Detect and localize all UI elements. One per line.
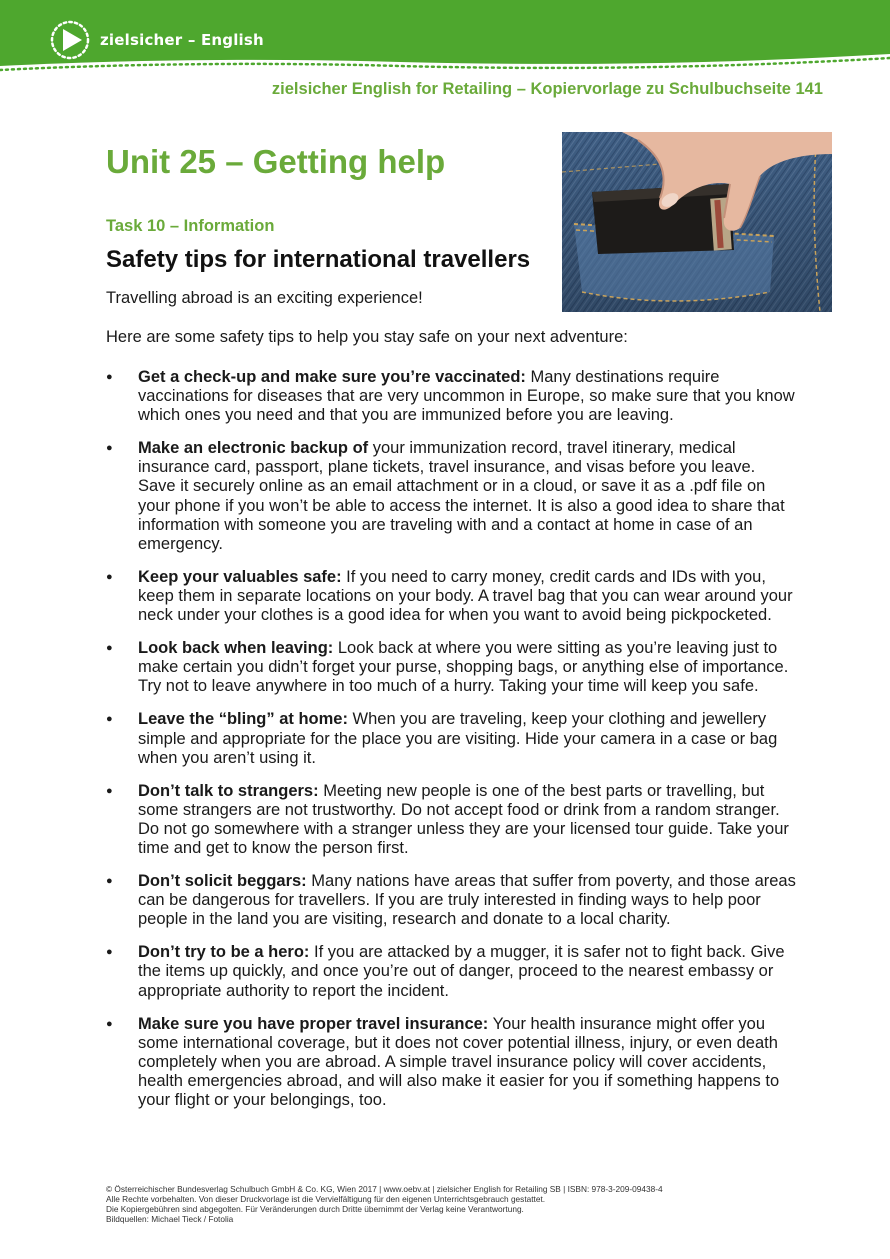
- footer-rights: Alle Rechte vorbehalten. Von dieser Druckvorlage ist die Vervielfältigung für den eigenen Unterrichtsgebrauch gestattet.: [106, 1194, 546, 1204]
- tip-title: Don’t talk to strangers:: [138, 781, 319, 800]
- brand-name: zielsicher – English: [100, 31, 264, 49]
- tip-title: Don’t try to be a hero:: [138, 943, 310, 962]
- main-heading: Safety tips for international travellers: [106, 246, 531, 273]
- intro-text: Here are some safety tips to help you stay safe on your next adventure:: [106, 328, 628, 346]
- tip-text: Look back at where you were sitting as you’re leaving just to make certain you didn’t forget your purse, shopping bags, or anything else of importance. Try not to leave anywhere in too much of a hurry. Taking your time will keep you safe.: [138, 639, 789, 696]
- header-line: zielsicher English for Retailing – Kopiervorlage zu Schulbuchseite 141: [271, 80, 823, 98]
- pickpocket-photo: [562, 132, 832, 312]
- tip-text: If you need to carry money, credit cards and IDs with you, keep them in separate locations on your body. A travel bag that you can wear around your neck under your clothes is a good idea for when you want to avoid being pickpocketed.: [138, 567, 793, 625]
- tip-title: Keep your valuables safe:: [138, 567, 342, 586]
- list-item: [106, 782, 796, 858]
- list-item: [106, 943, 796, 1000]
- footer-fees: Die Kopiergebühren sind abgegolten. Für Veränderungen durch Dritte übernimmt der Verlag keine Verantwortung.: [106, 1204, 524, 1214]
- list-item: [106, 568, 796, 625]
- tip-title: Don’t solicit beggars:: [138, 872, 307, 891]
- footer: [106, 1184, 826, 1224]
- tip-title: Look back when leaving:: [138, 639, 334, 658]
- tip-text: Many destinations require vaccinations for diseases that are very uncommon in Europe, so make sure that you know which ones you need and that you are immunized before you are leaving.: [138, 368, 795, 425]
- list-item: [106, 639, 796, 696]
- footer-credits: Bildquellen: Michael Tieck / Fotolia: [106, 1214, 234, 1224]
- tip-text: Many nations have areas that suffer from poverty, and those areas can be dangerous for travellers. If you are truly interested in finding ways to help poor people in the land you are visiting, research and donate to a local charity.: [138, 872, 796, 929]
- tip-title: Make an electronic backup of: [138, 439, 369, 458]
- list-item: [106, 710, 796, 767]
- tip-text: Your health insurance might offer you some international coverage, but it does not cover potential illness, injury, or even death completely when you are abroad. A simple travel insurance policy will cover accidents, health emergencies abroad, and will also make it easier for you if something happens to your flight or your belongings, too.: [138, 1014, 780, 1109]
- task-label: Task 10 – Information: [106, 217, 275, 235]
- tip-text: When you are traveling, keep your clothing and jewellery simple and appropriate for the place you are visiting. Hide your camera in a case or bag when you aren’t using it.: [138, 710, 778, 767]
- list-item: [106, 872, 796, 929]
- list-item: [106, 368, 796, 425]
- tip-title: Make sure you have proper travel insurance:: [138, 1014, 489, 1033]
- tip-title: Leave the “bling” at home:: [138, 710, 348, 729]
- tips-list: [106, 368, 796, 1124]
- unit-title: Unit 25 – Getting help: [106, 143, 446, 180]
- list-item: [106, 1015, 796, 1110]
- tip-text: Meeting new people is one of the best parts or travelling, but some strangers are not trustworthy. Do not accept food or drink from a random stranger. Do not go somewhere with a stranger unless they are your licensed tour guide. Take your time and get to know the person first.: [138, 781, 789, 857]
- footer-copyright: © Österreichischer Bundesverlag Schulbuch GmbH & Co. KG, Wien 2017 | www.oebv.at | zielsicher English for Retailing SB | ISBN: 978-3-209-09438-4: [106, 1184, 663, 1194]
- tip-title: Get a check-up and make sure you’re vaccinated:: [138, 368, 526, 386]
- intro-text: Travelling abroad is an exciting experience!: [106, 289, 423, 307]
- list-item: [106, 439, 796, 554]
- tip-text: If you are attacked by a mugger, it is safer not to fight back. Give the items up quickly, and once you’re out of danger, proceed to the nearest embassy or appropriate authority to report the incident.: [138, 943, 785, 1000]
- tip-text: your immunization record, travel itinerary, medical insurance card, passport, plane tickets, travel insurance, and visas before you leave. Save it securely online as an email attachment or in a cloud, or save it as a .pdf file on your phone if you won’t be able to access the internet. It is also a good idea to share that information with someone you are traveling with and a contact at home in case of an emergency.: [138, 439, 785, 553]
